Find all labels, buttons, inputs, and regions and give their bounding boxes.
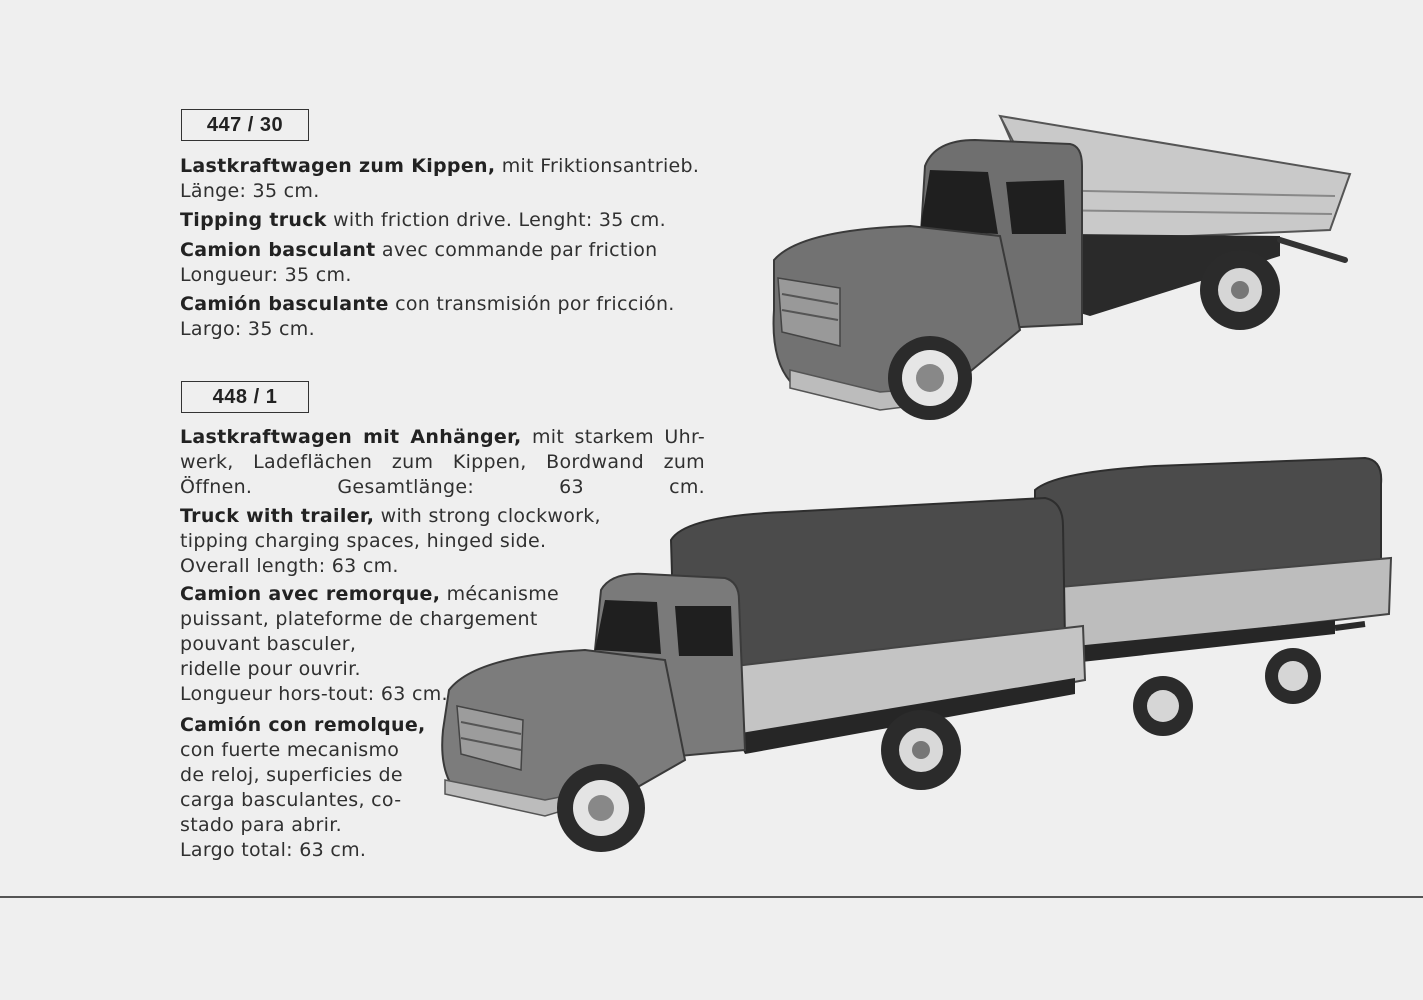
description-german: Lastkraftwagen zum Kippen, mit Friktionsantrieb. Länge: 35 cm. — [180, 155, 700, 202]
truck-with-trailer-illustration — [435, 450, 1405, 860]
page-divider — [0, 896, 1423, 898]
description-french: Camion avec remorque, mécanisme puissant, plateforme de chargement pouvant basculer, ridelle pour ouvrir. Longueur hors-tout: 63 cm. — [180, 583, 559, 705]
product-name-french: Camion basculant — [180, 239, 376, 261]
item-number-box — [181, 381, 309, 413]
item-number: 448 / 1 — [212, 385, 278, 408]
product-name-spanish: Camión con remolque, — [180, 714, 426, 736]
item-number-box — [181, 109, 309, 141]
product-name-german: Lastkraftwagen mit Anhänger, — [180, 426, 522, 448]
product-name-german: Lastkraftwagen zum Kippen, — [180, 155, 496, 177]
description-english: Truck with trailer, with strong clockwork, tipping charging spaces, hinged side. Overall length: 63 cm. — [180, 505, 601, 577]
description-french: Camion basculant avec commande par friction Longueur: 35 cm. — [180, 239, 658, 286]
product-name-english: Tipping truck — [180, 209, 327, 231]
product-name-english: Truck with trailer, — [180, 505, 375, 527]
product-name-french: Camion avec remorque, — [180, 583, 441, 605]
description-spanish: Camión con remolque, con fuerte mecanismo de reloj, superficies de carga basculantes, co- stado para abrir. Largo total: 63 cm. — [180, 714, 426, 861]
description-german: Lastkraftwagen mit Anhänger, mit starkem Uhr- werk, Ladeflächen zum Kippen, Bordwand zum Öffnen. Gesamtlänge: 63 cm. — [180, 426, 706, 498]
item-number: 447 / 30 — [206, 113, 284, 136]
description-english: Tipping truck with friction drive. Lenght: 35 cm. — [180, 209, 666, 231]
product-name-spanish: Camión basculante — [180, 293, 389, 315]
description-spanish: Camión basculante con transmisión por fricción. Largo: 35 cm. — [180, 293, 675, 340]
tipping-truck-illustration — [760, 110, 1360, 430]
